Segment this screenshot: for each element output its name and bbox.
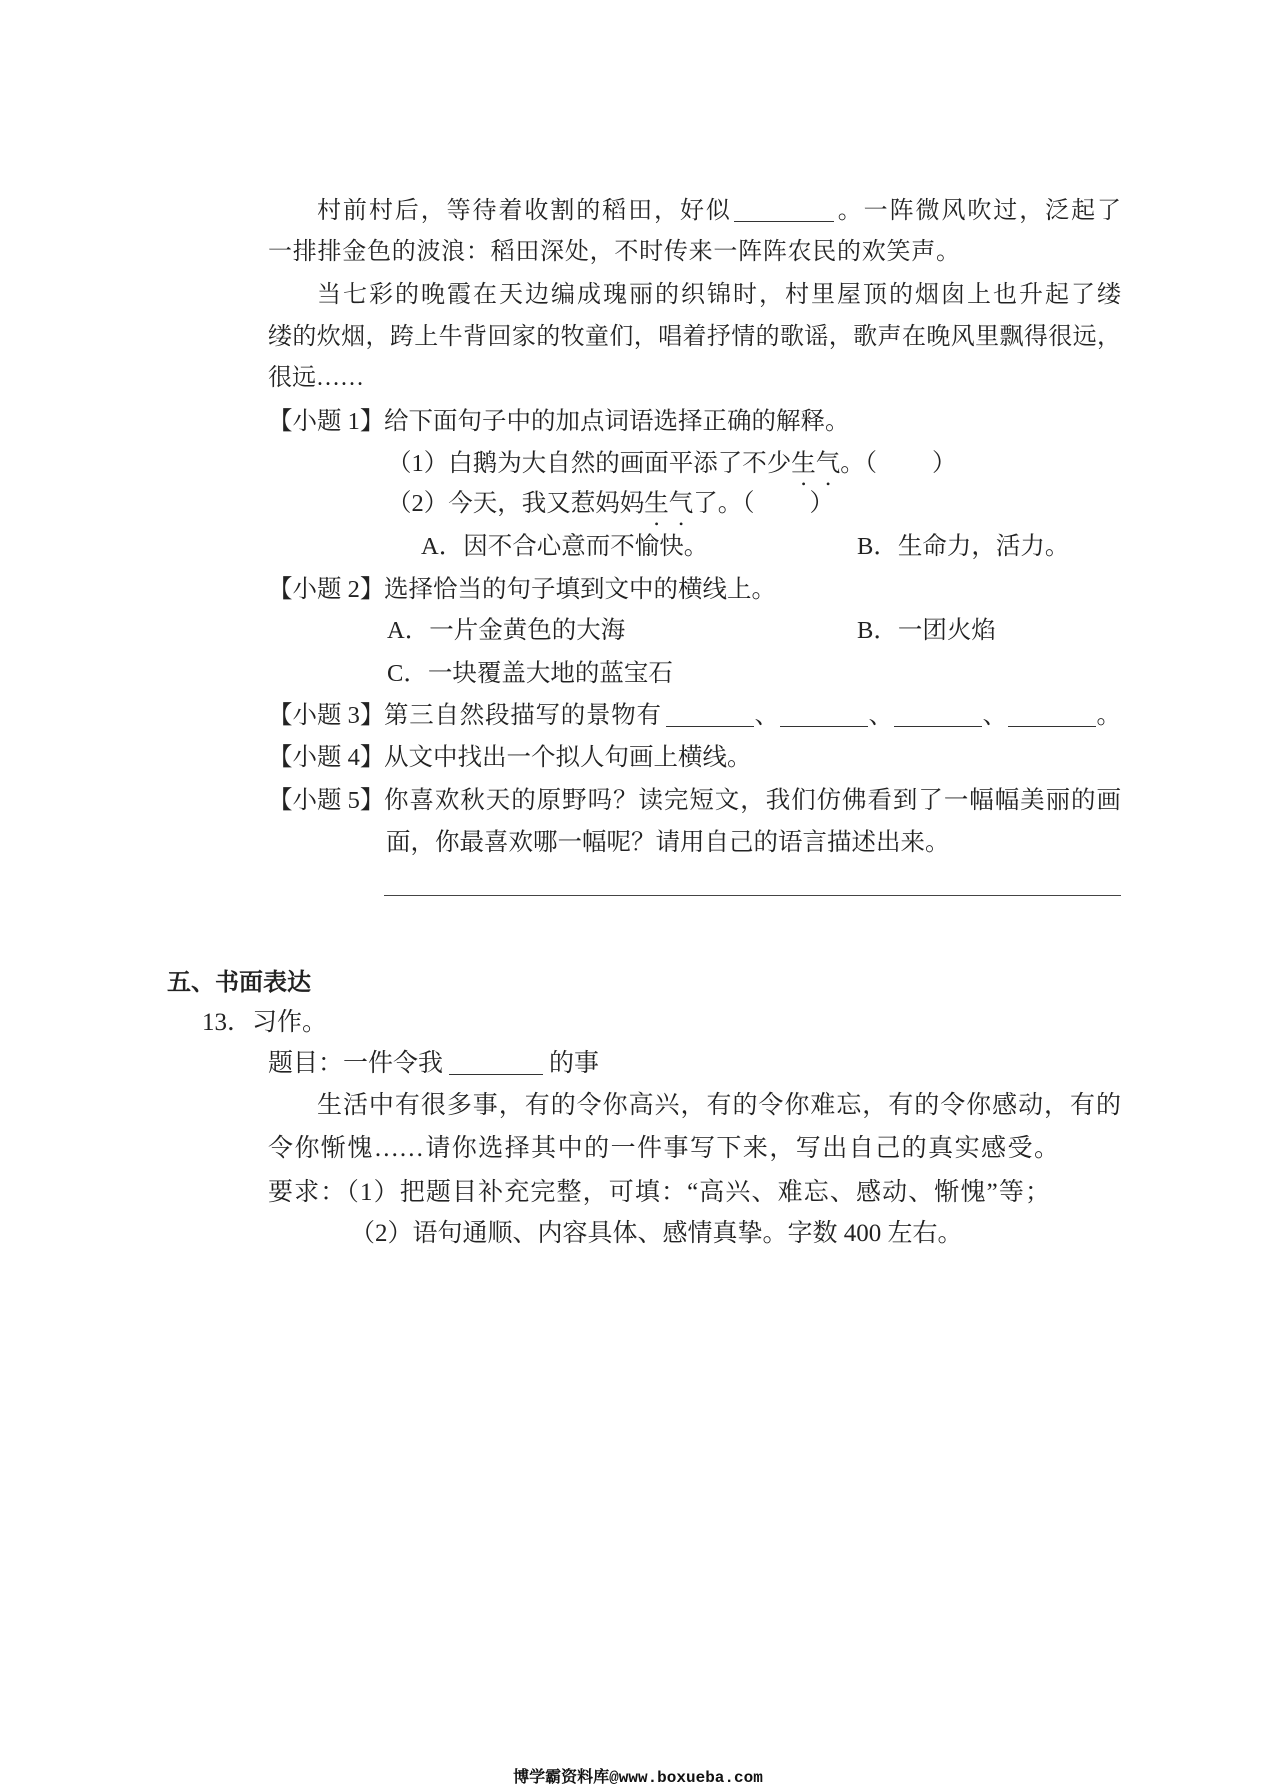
question-1-option-b: B．生命力，活力。	[857, 533, 1070, 560]
ending-mark: 。	[1095, 702, 1121, 729]
question-1-sentence-1	[387, 448, 959, 480]
question-4-label: 【小题 4】	[268, 744, 385, 771]
dotted-word: 生气	[644, 490, 694, 517]
essay-topic	[268, 1048, 599, 1080]
fill-in-blank	[734, 203, 834, 222]
sentence-text: 今天，我又惹妈妈	[448, 490, 645, 517]
passage-p2-line-3	[268, 362, 364, 394]
fill-in-blank	[1008, 708, 1096, 727]
passage-text: 村前村后，等待着收割的稻田，好似	[317, 198, 732, 224]
answer-parentheses: （ ）	[864, 450, 959, 477]
sentence-text: 。	[840, 450, 865, 477]
sentence-number: （2）	[387, 490, 449, 517]
question-3-prompt: 第三自然段描写的景物有	[384, 702, 662, 729]
question-1-option-a: A．因不合心意而不愉快。	[421, 533, 709, 560]
question-2-option-a: A．一片金黄色的大海	[387, 617, 626, 644]
requirement-item: （1）把题目补充完整，可填：“高兴、难忘、感动、惭愧”等；	[346, 1179, 1050, 1206]
fill-in-blank	[666, 708, 754, 727]
instruction-text: 令你惭愧……请你选择其中的一件事写下来，写出自己的真实感受。	[268, 1135, 1059, 1162]
separator: 、	[867, 702, 894, 729]
passage-p1-line-2	[268, 236, 960, 268]
question-4-prompt: 从文中找出一个拟人句画上横线。	[384, 744, 752, 771]
question-2-option-c: C．一块覆盖大地的蓝宝石	[387, 660, 673, 687]
sentence-text: 白鹅为大自然的画面平添了不少	[448, 450, 792, 477]
item-title: 13．习作。	[202, 1009, 328, 1036]
footer-watermark: 博学霸资料库@www.boxueba.com	[513, 1769, 763, 1787]
separator: 、	[753, 702, 780, 729]
fill-in-blank	[780, 708, 868, 727]
answer-line	[384, 895, 1121, 896]
sentence-text: 了。	[693, 490, 743, 517]
passage-text: 缕的炊烟，跨上牛背回家的牧童们，唱着抒情的歌谣，歌声在晚风里飘得很远，	[268, 324, 1121, 350]
passage-p1-line-1	[317, 195, 1121, 227]
question-1-sentence-2	[387, 488, 836, 520]
question-1-label: 【小题 1】	[268, 408, 385, 435]
topic-text: 题目：一件令我	[268, 1050, 444, 1077]
question-2-option-b: B．一团火焰	[857, 617, 996, 644]
passage-p2-line-1	[317, 279, 1121, 311]
instruction-text: 生活中有很多事，有的令你高兴，有的令你难忘，有的令你感动，有的	[317, 1092, 1121, 1119]
passage-text: 当七彩的晚霞在天边编成瑰丽的织锦时，村里屋顶的烟囱上也升起了缕	[317, 282, 1121, 308]
sentence-number: （1）	[387, 450, 449, 477]
section-heading: 五、书面表达	[167, 968, 311, 996]
requirements-line-2: （2）语句通顺、内容具体、感情真挚。字数 400 左右。	[350, 1220, 963, 1247]
separator: 、	[981, 702, 1008, 729]
passage-text: 一排排金色的波浪：稻田深处，不时传来一阵阵农民的欢笑声。	[268, 239, 960, 265]
fill-in-blank	[449, 1056, 543, 1075]
instruction-line-1	[317, 1090, 1121, 1122]
requirements-line-1	[268, 1177, 1050, 1209]
fill-in-blank	[894, 708, 982, 727]
answer-parentheses: （ ）	[742, 490, 836, 517]
passage-text: 很远……	[268, 365, 364, 391]
passage-p2-line-2	[268, 321, 1121, 353]
question-5-label: 【小题 5】	[268, 787, 385, 814]
requirements-label: 要求：	[268, 1179, 347, 1206]
passage-text: 。一阵微风吹过，泛起了	[835, 198, 1122, 224]
question-1-prompt: 给下面句子中的加点词语选择正确的解释。	[384, 408, 850, 435]
question-2-prompt: 选择恰当的句子填到文中的横线上。	[384, 576, 776, 603]
question-3-label: 【小题 3】	[268, 702, 385, 729]
dotted-word: 生气	[791, 450, 841, 477]
topic-text: 的事	[549, 1050, 600, 1077]
instruction-line-2	[268, 1133, 1059, 1165]
question-2-label: 【小题 2】	[268, 576, 385, 603]
question-5-prompt-line-2: 面，你最喜欢哪一幅呢？请用自己的语言描述出来。	[386, 829, 950, 856]
question-3-line	[384, 700, 1121, 732]
question-5-prompt-text: 你喜欢秋天的原野吗？读完短文，我们仿佛看到了一幅幅美丽的画	[384, 787, 1121, 814]
question-5-prompt-line-1	[384, 785, 1121, 817]
